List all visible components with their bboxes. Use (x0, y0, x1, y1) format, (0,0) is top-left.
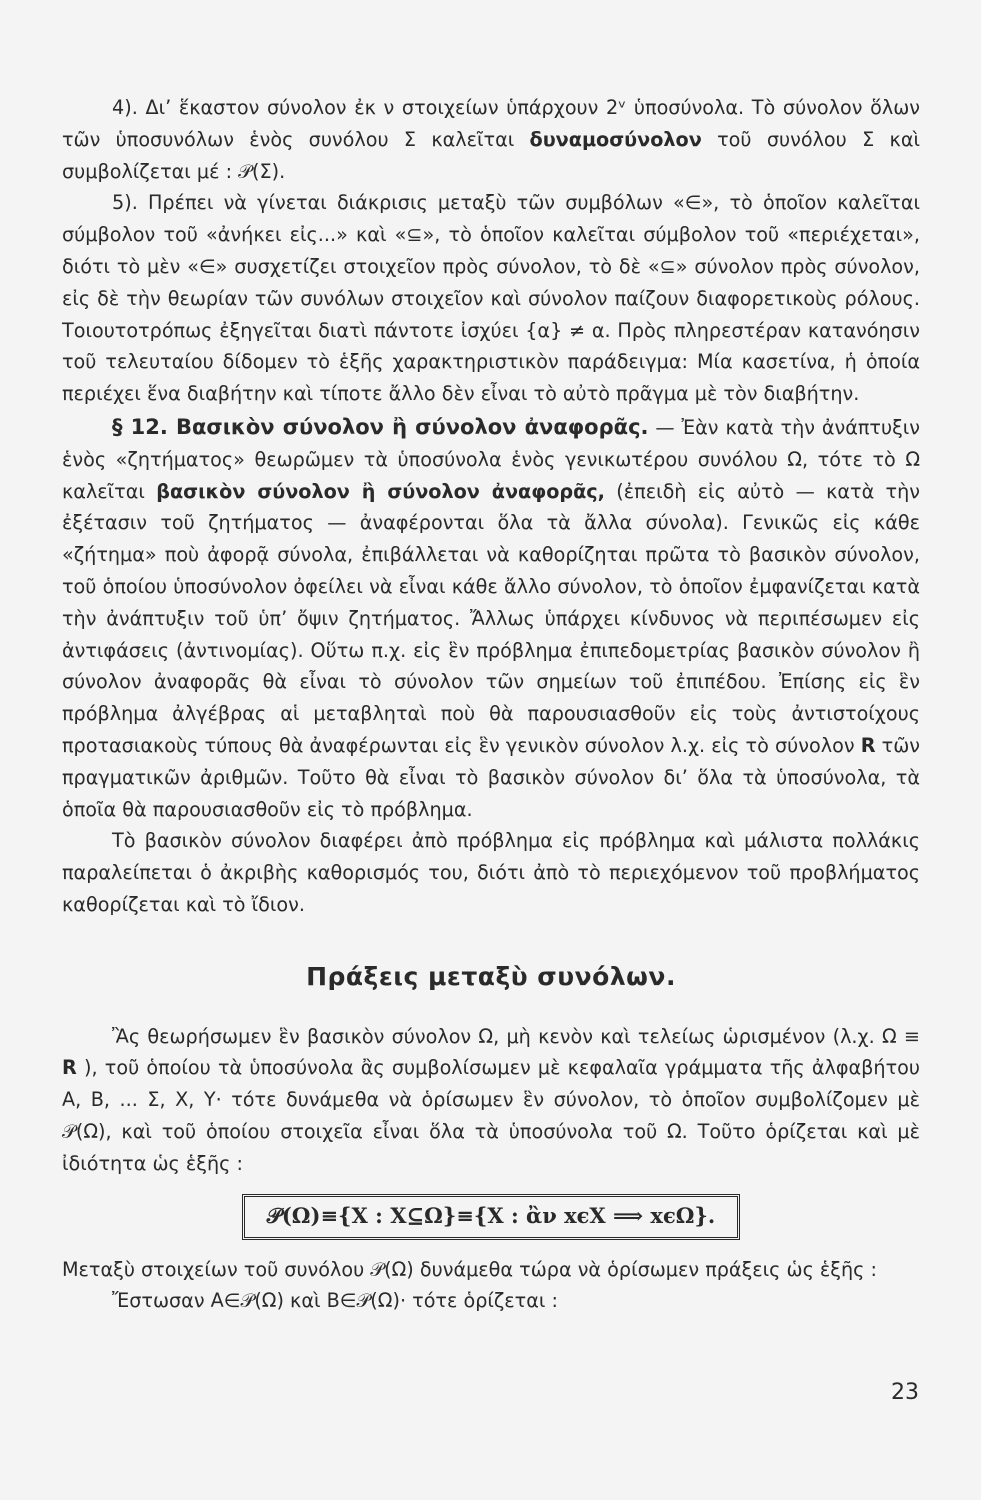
operations-paragraph (62, 1021, 920, 1180)
real-numbers-symbol: R (860, 733, 876, 757)
section-12-text-c: τῶν πραγματικῶν ἀριθμῶν. Τοῦτο θὰ εἶναι τὸ βασικὸν σύνολον δι’ ὅλα τὰ ὑποσύνολα, τὰ ὁποῖα θὰ παρουσιασθοῦν εἰς τὸ πρόβλημα. (62, 733, 921, 821)
section-12-text-b: (ἐπειδὴ εἰς αὐτὸ — κατὰ τὴν ἐξέτασιν τοῦ ζητήματος — ἀναφέρονται ὅλα τὰ ἄλλα σύνολα). Γενικῶς εἰς κάθε «ζήτημα» ποὺ ἀφορᾷ σύνολα, ἐπιβάλλεται νὰ καθορίζηται πρῶτα τὸ βασικὸν σύνολον, τοῦ ὁποίου ὑποσύνολον ὀφείλει νὰ εἶναι κάθε ἄλλο σύνολον, τὸ ὁποῖον ἐμφανίζεται κατὰ τὴν ἀνάπτυξιν τοῦ ὑπ’ ὄψιν ζητήματος. Ἄλλως ὑπάρχει κίνδυνος νὰ περιπέσωμεν εἰς ἀντιφάσεις (ἀντινομίας). Οὕτω π.χ. εἰς ἓν πρόβλημα ἐπιπεδομετρίας βασικὸν σύνολον ἢ σύνολον ἀναφορᾶς θὰ εἶναι τὸ σύνολον τῶν σημείων τοῦ ἐπιπέδου. Ἐπίσης εἰς ἓν πρόβλημα ἀλγέβρας αἱ μεταβληταὶ ποὺ θὰ παρουσιασθοῦν εἰς τοὺς ἀντιστοίχους προτασιακοὺς τύπους θὰ ἀναφέρωνται εἰς ἓν γενικὸν σύνολον λ.χ. εἰς τὸ σύνολον (62, 479, 920, 757)
operations-text-b: ), τοῦ ὁποίου τὰ ὑποσύνολα ἂς συμβολίσωμεν μὲ κεφαλαῖα γράμματα τῆς ἀλφαβήτου Α, Β, ... Σ, Χ, Υ· τότε δυνάμεθα νὰ ὁρίσωμεν ἓν σύνολον, τὸ ὁποῖον συμβολίζομεν μὲ 𝒫(Ω), καὶ τοῦ ὁποίου στοιχεῖα εἶναι ὅλα τὰ ὑποσύνολα τοῦ Ω. Τοῦτο ὁρίζεται καὶ μὲ ἰδιότητα ὡς ἑξῆς : (62, 1056, 920, 1175)
paragraph-4-text: 4). Δι’ ἕκαστον σύνολον ἐκ ν στοιχείων ὑπάρχουν 2ᵛ ὑποσύνολα. Τὸ σύνολον ὅλων τῶν ὑποσυνόλων ἑνὸς συνόλου Σ καλεῖται (62, 96, 920, 151)
operations-text-a: Ἂς θεωρήσωμεν ἓν βασικὸν σύνολον Ω, μὴ κενὸν καὶ τελείως ὡρισμένον (λ.χ. Ω ≡ (112, 1024, 920, 1048)
basic-set-paragraph: Τὸ βασικὸν σύνολον διαφέρει ἀπὸ πρόβλημα εἰς πρόβλημα καὶ μάλιστα πολλάκις παραλείπεται ὁ ἀκριβὴς καθορισμός του, διότι ἀπὸ τὸ περιεχόμενον τοῦ προβλήματος καθορίζεται καὶ τὸ ἴδιον. (62, 829, 920, 916)
between-paragraph: Μεταξὺ στοιχείων τοῦ συνόλου 𝒫(Ω) δυνάμεθα τώρα νὰ ὁρίσωμεν πράξεις ὡς ἑξῆς : (62, 1257, 877, 1281)
section-12-heading: § 12. Βασικὸν σύνολον ἢ σύνολον ἀναφορᾶς. (112, 414, 649, 439)
paragraph-4 (62, 92, 920, 187)
real-numbers-symbol-2: R (62, 1056, 77, 1080)
formula-wrap (62, 1194, 920, 1240)
section-12 (62, 412, 920, 825)
operations-heading: Πράξεις μεταξὺ συνόλων. (306, 961, 676, 991)
basic-set-term: βασικὸν σύνολον ἢ σύνολον ἀναφορᾶς, (156, 479, 605, 503)
let-paragraph: Ἔστωσαν Α∈𝒫(Ω) καὶ Β∈𝒫(Ω)· τότε ὁρίζεται : (112, 1289, 558, 1313)
paragraph-5: 5). Πρέπει νὰ γίνεται διάκρισις μεταξὺ τῶν συμβόλων «∈», τὸ ὁποῖον καλεῖται σύμβολον τοῦ «ἀνήκει εἰς...» καὶ «⊆», τὸ ὁποῖον καλεῖται σύμβολον τοῦ «περιέχεται», διότι τὸ μὲν «∈» συσχετίζει στοιχεῖον πρὸς σύνολον, τὸ δὲ «⊆» σύνολον πρὸς σύνολον, εἰς δὲ τὴν θεωρίαν τῶν συνόλων στοιχεῖον καὶ σύνολον παίζουν διαφορετικοὺς ρόλους. Τοιουτοτρόπως ἐξηγεῖται διατὶ πάντοτε ἰσχύει {α} ≠ α. Πρὸς πληρεστέραν κατανόησιν τοῦ τελευταίου δίδομεν τὸ ἑξῆς χαρακτηριστικὸν παράδειγμα: Μία κασετίνα, ἡ ὁποία περιέχει ἕνα διαβήτην καὶ τίποτε ἄλλο δὲν εἶναι τὸ αὐτὸ πρᾶγμα μὲ τὸν διαβήτην. (62, 191, 920, 406)
page-body (62, 92, 920, 1317)
powerset-term: δυναμοσύνολον (529, 127, 702, 151)
section-12-text-a: — Ἐὰν κατὰ τὴν ἀνάπτυξιν ἑνὸς «ζητήματος» θεωρῶμεν τὰ ὑποσύνολα ἑνὸς γενικωτέρου συνόλου Ω, τότε τὸ Ω καλεῖται (62, 415, 920, 503)
powerset-formula-box: 𝒫(Ω)≡{Χ : Χ⊆Ω}≡{Χ : ἂν xϵΧ ⟹ xϵΩ}. (242, 1194, 741, 1240)
page-number: 23 (891, 1380, 919, 1405)
paragraph-4-end: τοῦ συνόλου Σ καὶ συμβολίζεται μέ : 𝒫(Σ). (62, 127, 920, 183)
